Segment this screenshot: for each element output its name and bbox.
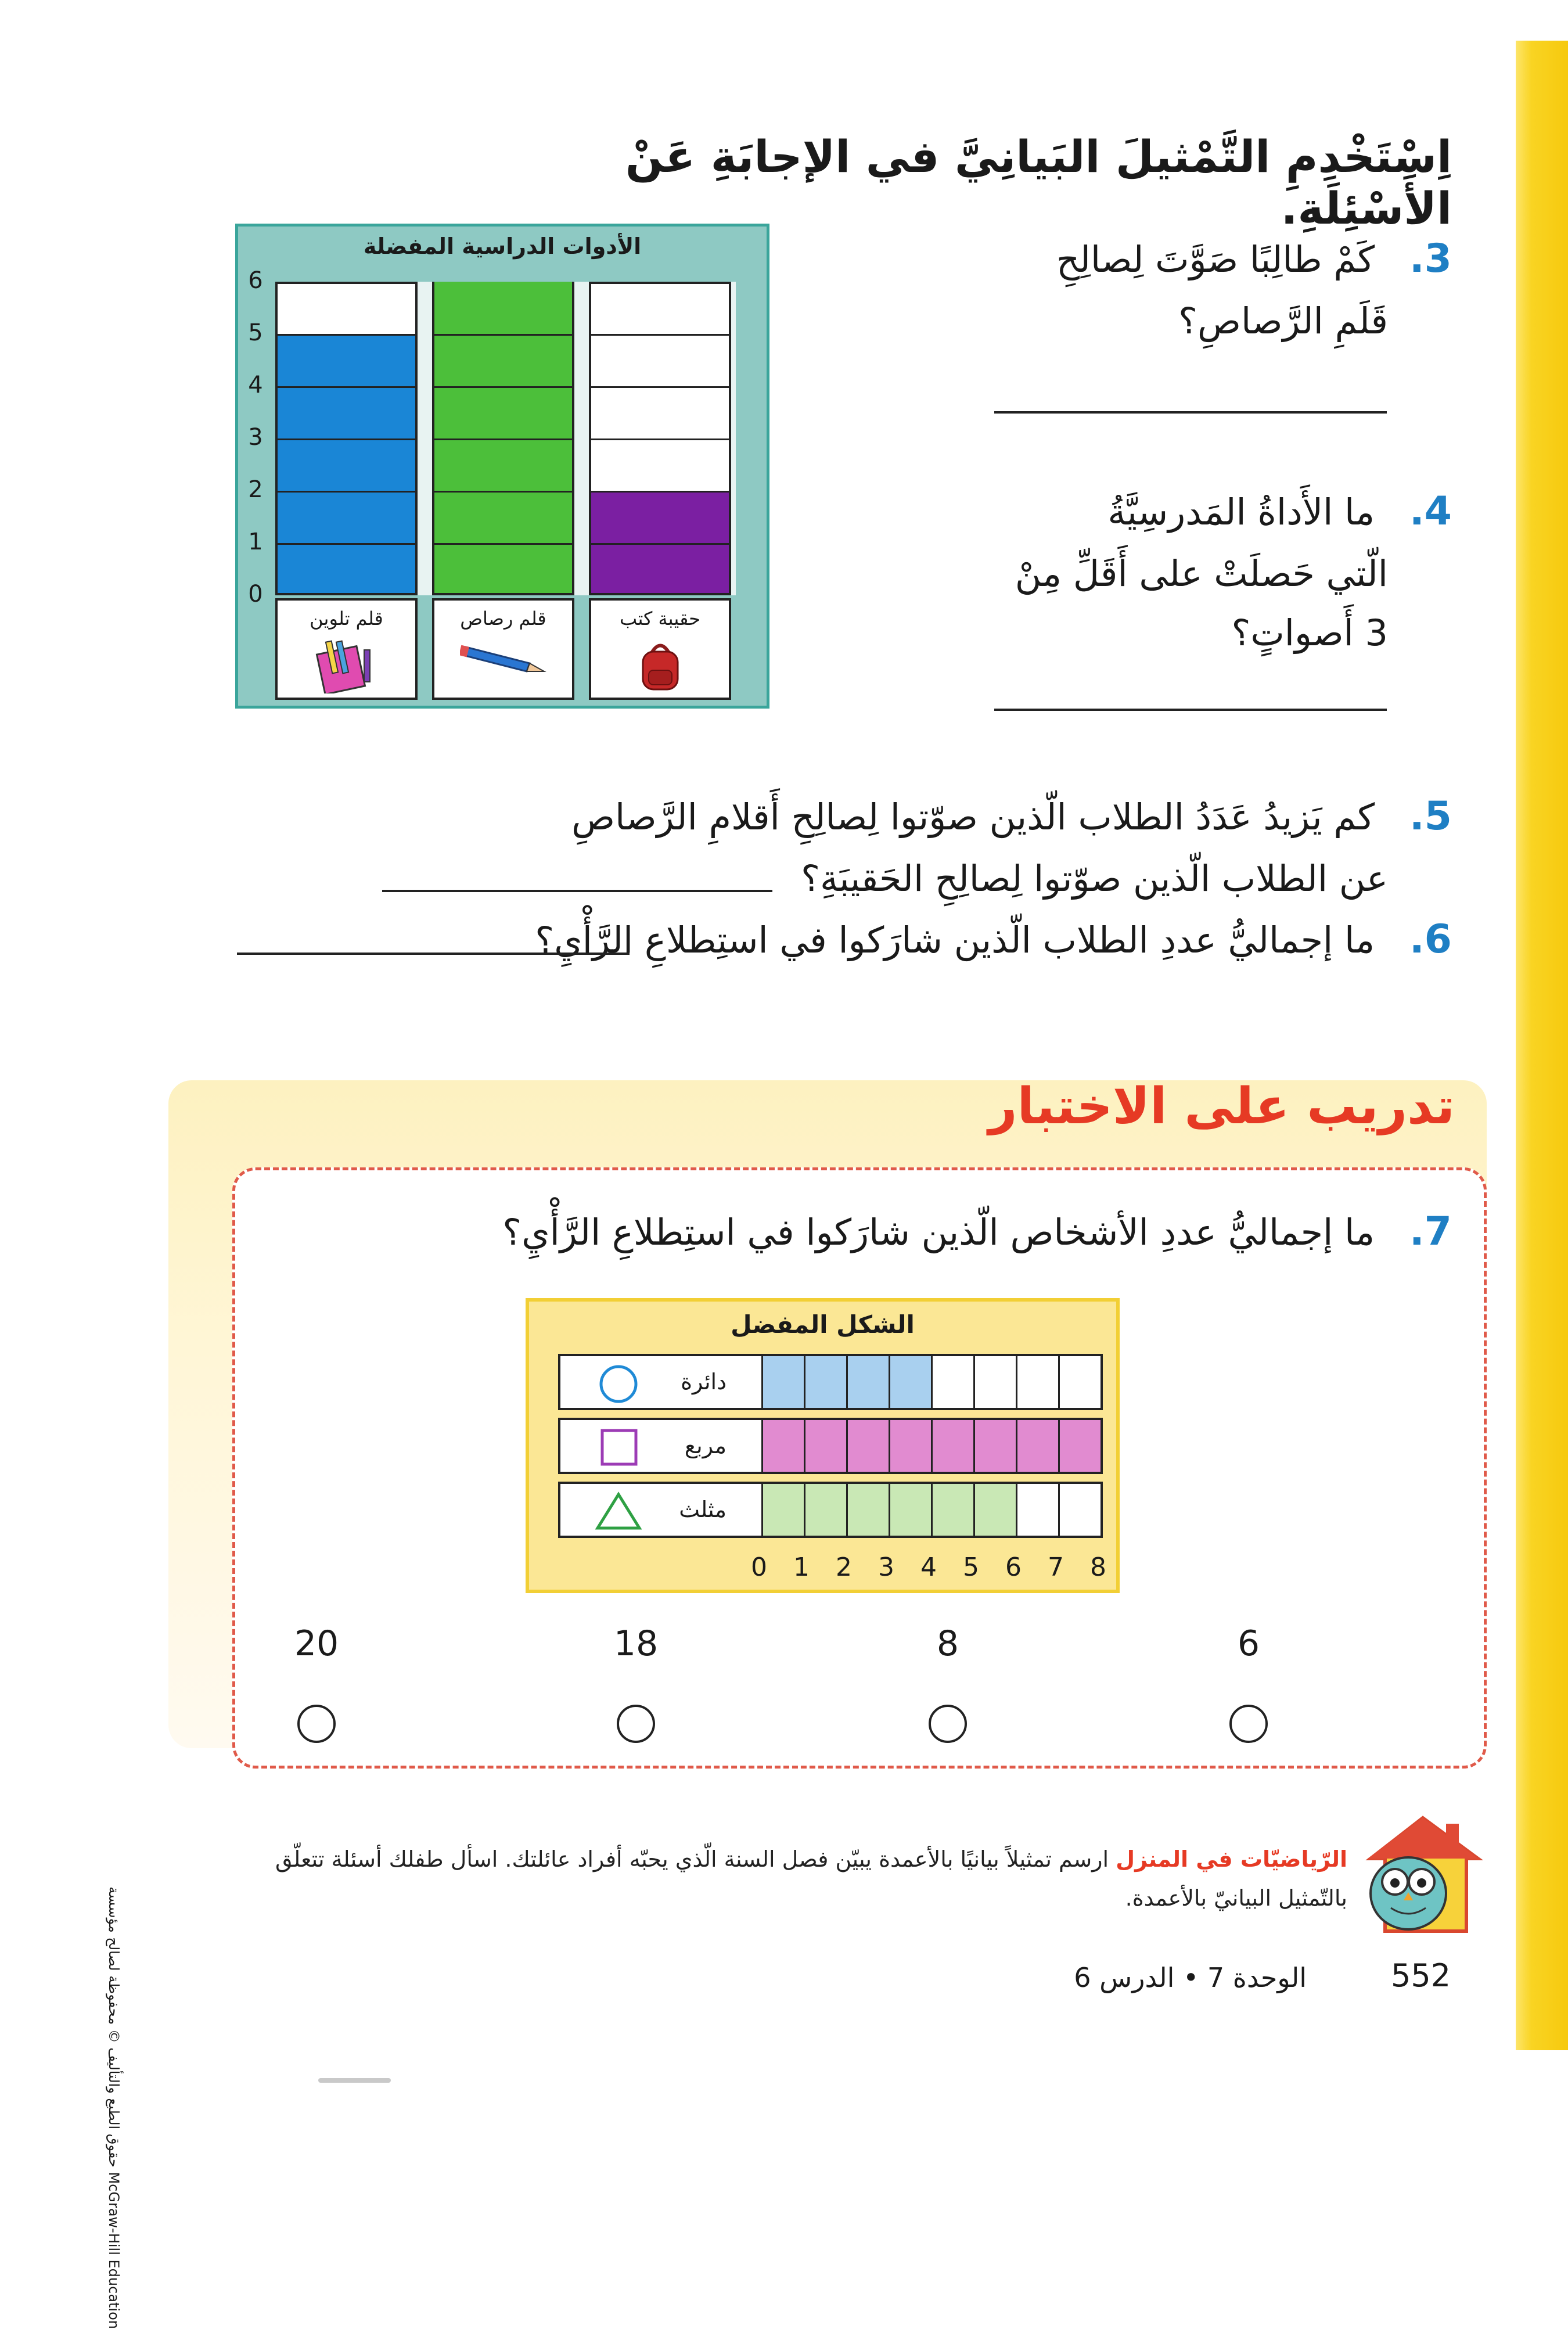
bar-cell-filled: [761, 1420, 804, 1472]
bar-cell-filled: [846, 1484, 889, 1536]
gridline: [591, 334, 729, 336]
gridline: [278, 491, 415, 493]
page-title: اِسْتَخْدِمِ التَّمْثيلَ البَيانِيَّ في الإجابَةِ عَنْ الأَسْئِلَةِ.: [625, 131, 1452, 234]
question-7-number: 7.: [1409, 1209, 1452, 1255]
category-label: قلم رصاص: [460, 608, 546, 630]
x-tick-label: 4: [920, 1552, 937, 1582]
y-tick-label: 2: [248, 476, 263, 503]
crayon-box-icon: [312, 635, 382, 693]
footer-lesson: الوحدة 7 • الدرس 6: [1074, 1962, 1307, 1993]
owl-house-icon: [1359, 1812, 1484, 1937]
category-label-cell: [560, 1484, 764, 1536]
gridline: [591, 386, 729, 388]
x-tick-label: 6: [1005, 1552, 1022, 1582]
home-math-text: ارسم تمثيلاً بيانيًا بالأعمدة يبيّن فصل السنة الّذي يحبّه أفراد عائلتك. اسأل طفلك أسئلة تتعلّق بالتّمثيل البيانيّ بالأعمدة.: [275, 1846, 1347, 1911]
y-tick-label: 5: [248, 319, 263, 346]
question-7: [348, 1199, 1452, 1264]
x-tick-label: 5: [963, 1552, 979, 1582]
copyright-notice: [106, 1853, 122, 2329]
page-number: 552: [1391, 1957, 1451, 1994]
bar-cell-filled: [889, 1420, 931, 1472]
y-tick-label: 1: [248, 529, 263, 555]
answer-choice-bubble[interactable]: [1229, 1705, 1268, 1743]
bar-row: [558, 1418, 1103, 1474]
x-tick-label: 1: [793, 1552, 810, 1582]
bar-cell-filled: [804, 1484, 846, 1536]
answer-choice-bubble[interactable]: [297, 1705, 336, 1743]
question-6: [407, 907, 1452, 972]
bar: [278, 334, 415, 593]
gridline: [591, 439, 729, 440]
question-3-line2: قَلَمِ الرَّصاصِ؟: [1178, 300, 1388, 343]
question-4-number: 4.: [1409, 488, 1452, 534]
gridline: [278, 543, 415, 545]
x-tick-label: 8: [1090, 1552, 1106, 1582]
category-label-box: [589, 598, 731, 700]
x-tick-label: 3: [878, 1552, 894, 1582]
copyright-rights: حقوق الطبع والتأليف © محفوظة لصالح مؤسسة: [106, 1886, 122, 2168]
category-label-box: [275, 598, 418, 700]
home-math-note: [273, 1840, 1347, 1917]
bar-chart-school-tools: [235, 224, 769, 709]
bar-cell-filled: [761, 1356, 804, 1408]
answer-choice-value: 20: [294, 1623, 339, 1664]
y-tick-label: 0: [248, 581, 263, 608]
gridline: [434, 543, 572, 545]
bar-column: [432, 282, 574, 595]
bar-cell-filled: [889, 1484, 931, 1536]
bar-cell-filled: [931, 1420, 973, 1472]
bar-cell-empty: [1016, 1484, 1058, 1536]
gridline: [278, 439, 415, 440]
chart-plot-area: [275, 282, 736, 595]
category-label: حقيبة كتب: [620, 608, 700, 630]
bar-column: [589, 282, 731, 595]
bar-column: [275, 282, 418, 595]
gridline: [434, 334, 572, 336]
answer-choice-value: 18: [613, 1623, 659, 1664]
category-label-box: [432, 598, 574, 700]
answer-line-6[interactable]: [237, 953, 630, 955]
question-4-line3: 3 أَصواتٍ؟: [1231, 612, 1388, 655]
answer-line-5[interactable]: [382, 890, 772, 892]
x-tick-label: 2: [836, 1552, 852, 1582]
bar-cell-filled: [931, 1484, 973, 1536]
bar-cell-filled: [973, 1420, 1016, 1472]
question-7-text: ما إجماليُّ عددِ الأشخاص الّذين شارَكوا في استِطلاعِ الرَّأْيِ؟: [502, 1211, 1375, 1253]
answer-choice-value: 8: [936, 1623, 959, 1664]
category-label: مثلث: [679, 1497, 727, 1522]
y-tick-label: 3: [248, 424, 263, 451]
bar-cell-filled: [973, 1484, 1016, 1536]
category-label: دائرة: [681, 1369, 727, 1394]
bar-cell-filled: [1016, 1420, 1058, 1472]
question-4: [929, 479, 1452, 663]
circle-icon: [595, 1363, 642, 1404]
question-3: [929, 227, 1452, 351]
triangle-icon: [595, 1491, 642, 1532]
bar-cell-filled: [846, 1420, 889, 1472]
bar: [434, 282, 572, 593]
chart-title: الشكل المفضل: [731, 1310, 915, 1339]
gridline: [434, 439, 572, 440]
bar-cell-filled: [889, 1356, 931, 1408]
bar-cell-filled: [804, 1420, 846, 1472]
x-tick-label: 0: [751, 1552, 767, 1582]
bar-cell-empty: [1016, 1356, 1058, 1408]
gridline: [278, 386, 415, 388]
bar-cell-empty: [1058, 1484, 1101, 1536]
question-6-number: 6.: [1409, 916, 1452, 962]
test-practice-title: تدريب على الاختبار: [988, 1077, 1455, 1135]
bar-cell-filled: [761, 1484, 804, 1536]
bar-cell-empty: [931, 1356, 973, 1408]
bar-cell-empty: [1058, 1356, 1101, 1408]
question-3-line1: كَمْ طالِبًا صَوَّتَ لِصالِحِ: [1056, 238, 1375, 281]
bar: [591, 491, 729, 593]
question-3-number: 3.: [1409, 236, 1452, 282]
gridline: [278, 334, 415, 336]
question-5-line2: عن الطلاب الّذين صوّتوا لِصالِحِ الحَقيبَةِ؟: [801, 857, 1388, 900]
x-tick-label: 7: [1048, 1552, 1064, 1582]
bar-row: [558, 1482, 1103, 1538]
home-math-title: الرّياضيّات في المنزل: [1116, 1846, 1347, 1872]
y-tick-label: 6: [248, 267, 263, 294]
bar-chart-favorite-shape: [526, 1298, 1120, 1593]
backpack-icon: [631, 635, 689, 693]
pencil-icon: [460, 635, 547, 676]
gridline: [434, 491, 572, 493]
category-label: مربع: [684, 1433, 727, 1458]
chart-title: الأدوات الدراسية المفضلة: [363, 233, 642, 259]
gridline: [591, 543, 729, 545]
question-5-line1: كم يَزيدُ عَدَدُ الطلاب الّذين صوّتوا لِصالِحِ أَقلامِ الرَّصاصِ: [571, 796, 1375, 838]
gridline: [434, 386, 572, 388]
square-icon: [595, 1427, 642, 1468]
category-label-cell: [560, 1420, 764, 1472]
question-4-line2: الّتي حَصلَتْ على أَقَلِّ مِنْ: [1015, 552, 1388, 595]
yellow-page-edge: [1516, 41, 1568, 2050]
answer-line-4[interactable]: [994, 709, 1387, 711]
answer-choice-value: 6: [1237, 1623, 1260, 1664]
answer-line-3[interactable]: [994, 411, 1387, 414]
bar-cell-empty: [973, 1356, 1016, 1408]
gridline: [591, 491, 729, 493]
answer-choice-bubble[interactable]: [617, 1705, 655, 1743]
question-6-text: ما إجماليُّ عددِ الطلاب الّذين شارَكوا في استِطلاعِ الرَّأْيِ؟: [535, 919, 1375, 961]
category-label: قلم تلوين: [310, 608, 383, 630]
y-tick-label: 4: [248, 372, 263, 398]
scroll-indicator[interactable]: [318, 2078, 391, 2083]
copyright-publisher: McGraw-Hill Education: [106, 2172, 122, 2329]
bar-row: [558, 1354, 1103, 1410]
question-5-number: 5.: [1409, 793, 1452, 839]
bar-cell-filled: [1058, 1420, 1101, 1472]
answer-choice-bubble[interactable]: [929, 1705, 967, 1743]
question-4-line1: ما الأَداةُ المَدرسِيَّةُ: [1107, 491, 1375, 533]
bar-cell-filled: [846, 1356, 889, 1408]
bar-cell-filled: [804, 1356, 846, 1408]
category-label-cell: [560, 1356, 764, 1408]
